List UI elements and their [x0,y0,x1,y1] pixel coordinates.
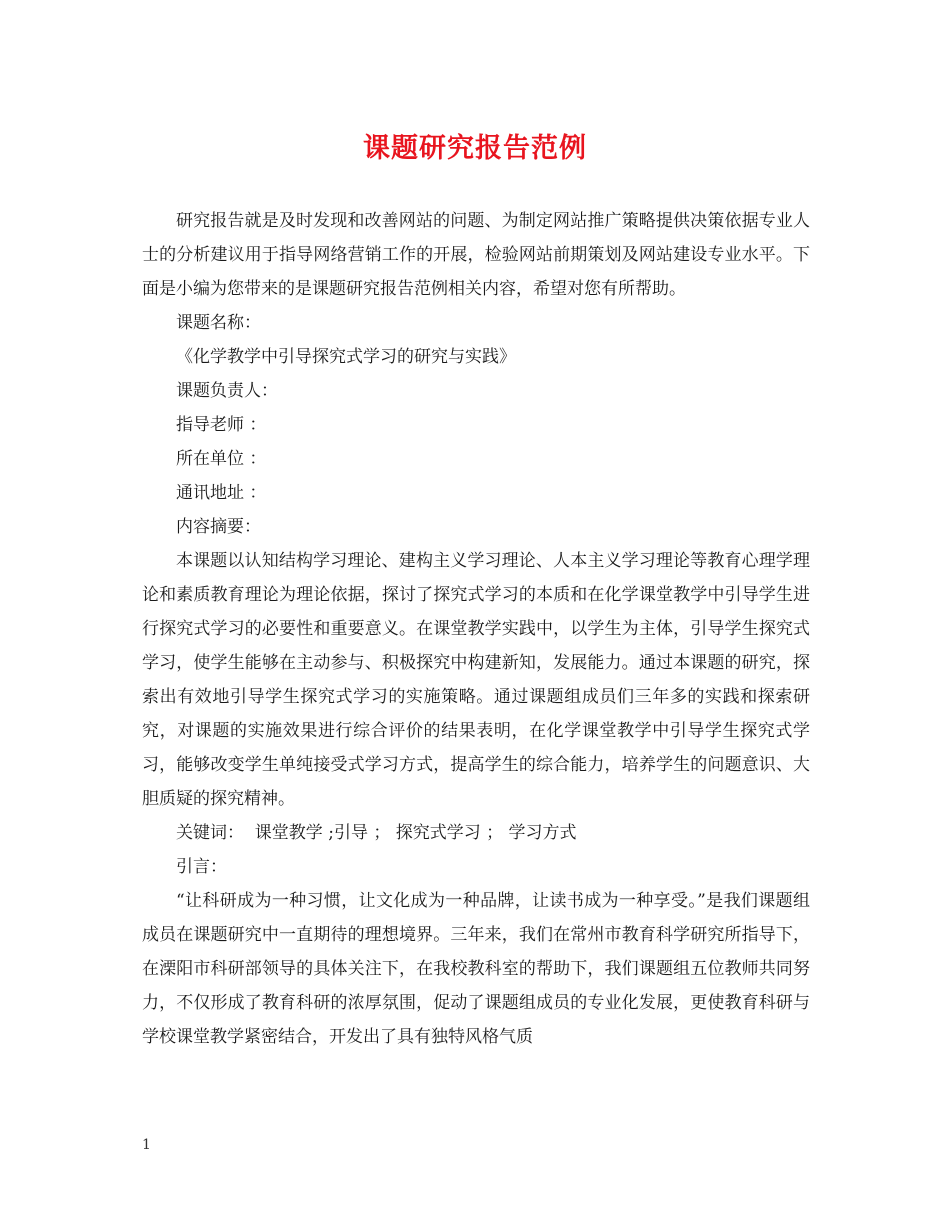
intro-paragraph: 研究报告就是及时发现和改善网站的问题、为制定网站推广策略提供决策依据专业人士的分析建议用于指导网络营销工作的开展，检验网站前期策划及网站建设专业水平。下面是小编为您带来的是课题研究报告范例相关内容，希望对您有所帮助。 [142,211,810,299]
page-number: 1 [142,1137,151,1153]
unit-label: 所在单位 ： [176,449,267,469]
preface-label: 引言： [176,857,227,877]
topic-label: 课题名称： [176,313,261,333]
abstract-paragraph: 本课题以认知结构学习理论、建构主义学习理论、人本主义学习理论等教育心理学理论和素质教育理论为理论依据，探讨了探究式学习的本质和在化学课堂教学中引导学生进行探究式学习的必要性和重要意义。在课堂教学实践中，以学生为主体，引导学生探究式学习，使学生能够在主动参与、积极探究中构建新知，发展能力。通过本课题的研究，探索出有效地引导学生探究式学习的实施策略。通过课题组成员们三年多的实践和探索研究，对课题的实施效果进行综合评价的结果表明，在化学课堂教学中引导学生探究式学习，能够改变学生单纯接受式学习方式，提高学生的综合能力，培养学生的问题意识、大胆质疑的探究精神。 [142,551,810,809]
keywords-line: 关键词： 课堂教学 ;引导 ； 探究式学习 ； 学习方式 [176,823,577,843]
abstract-label: 内容摘要： [176,517,261,537]
topic-value: 《化学教学中引导探究式学习的研究与实践》 [176,347,516,367]
document-title: 课题研究报告范例 [363,133,587,164]
document-body [142,204,810,1054]
address-label: 通讯地址 ： [176,483,267,503]
preface-paragraph: “让科研成为一种习惯，让文化成为一种品牌，让读书成为一种享受。”是我们课题组成员在课题研究中一直期待的理想境界。三年来，我们在常州市教育科学研究所指导下，在溧阳市科研部领导的具体关注下，在我校教科室的帮助下，我们课题组五位教师共同努力，不仅形成了教育科研的浓厚氛围，促动了课题组成员的专业化发展，更使教育科研与学校课堂教学紧密结合，开发出了具有独特风格气质 [142,891,810,1047]
advisor-label: 指导老师 ： [176,415,267,435]
leader-label: 课题负责人： [176,381,278,401]
